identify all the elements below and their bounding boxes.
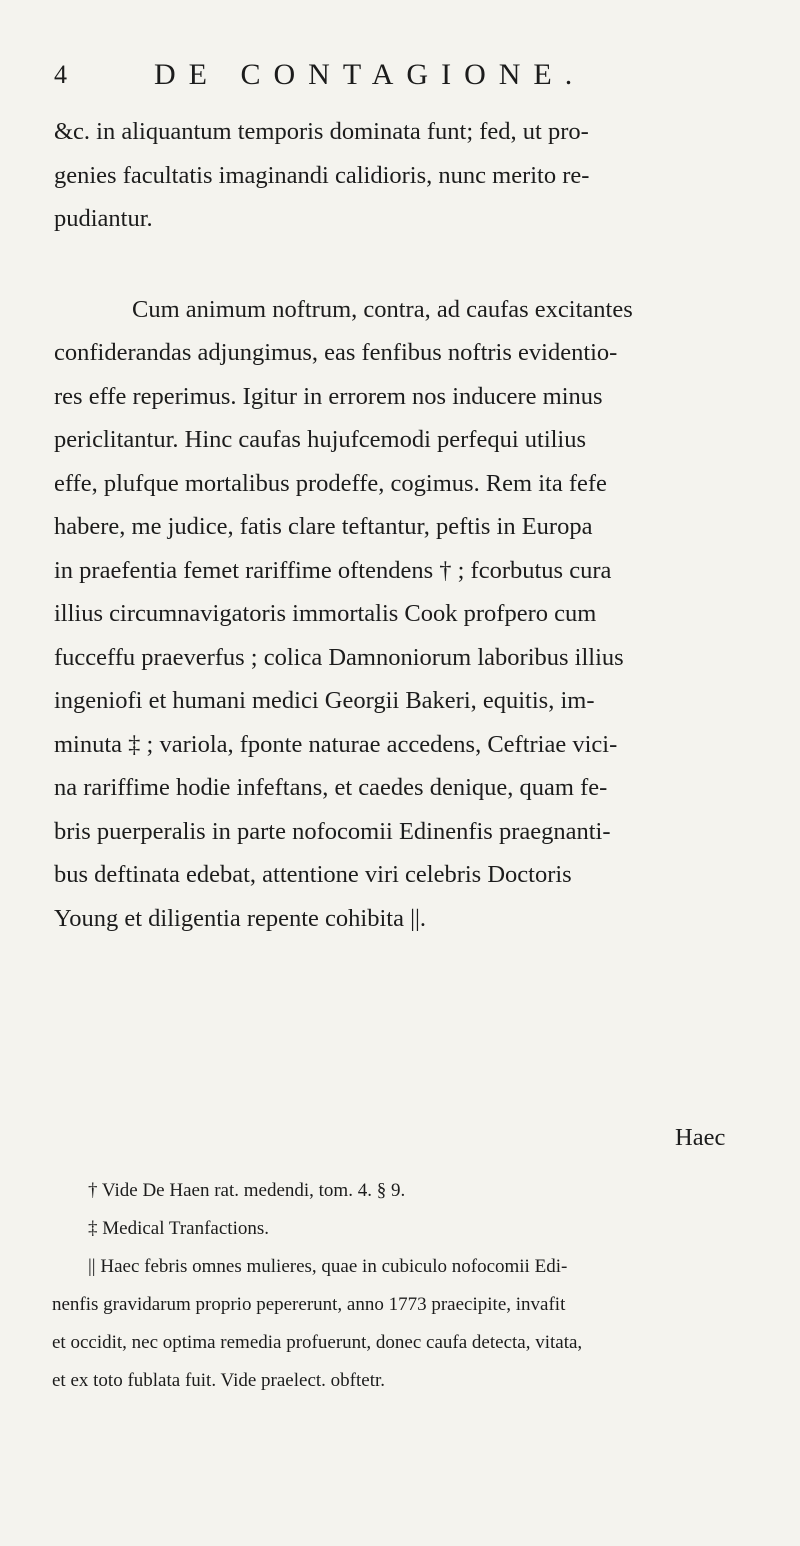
page-number: 4 xyxy=(54,60,67,89)
footnote-double-dagger: ‡ Medical Tranfactions. xyxy=(88,1218,270,1239)
text-line: fucceffu praeverfus ; colica Damnoniorum laboribus illius xyxy=(54,643,624,671)
text-line: bris puerperalis in parte nofocomii Edinenfis praegnanti- xyxy=(54,817,611,845)
page-header xyxy=(54,58,754,98)
text-line: illius circumnavigatoris immortalis Cook profpero cum xyxy=(54,600,597,627)
text-line: ingeniofi et humani medici Georgii Bakeri, equitis, im- xyxy=(54,687,595,714)
paragraph-1 xyxy=(54,110,754,241)
catchword: Haec xyxy=(675,1124,726,1151)
footnote-parallel: || Haec febris omnes mulieres, quae in cubiculo nofocomii Edi- xyxy=(88,1256,568,1277)
text-line: genies facultatis imaginandi calidioris, nunc merito re- xyxy=(54,161,590,189)
footnotes xyxy=(52,1172,758,1400)
footnote-dagger: † Vide De Haen rat. medendi, tom. 4. § 9. xyxy=(88,1180,406,1201)
text-line: habere, me judice, fatis clare teftantur, peftis in Europa xyxy=(54,513,593,540)
footnote-continuation: et occidit, nec optima remedia profuerunt, donec caufa detecta, vitata, xyxy=(52,1332,583,1353)
text-line: minuta ‡ ; variola, fponte naturae accedens, Ceftriae vici- xyxy=(54,730,618,758)
text-line: periclitantur. Hinc caufas hujufcemodi perfequi utilius xyxy=(54,426,587,453)
text-line: na rariffime hodie infeftans, et caedes denique, quam fe- xyxy=(54,774,608,801)
main-text xyxy=(54,110,754,940)
text-line: in praefentia femet rariffime oftendens † ; fcorbutus cura xyxy=(54,556,612,584)
paragraph-2 xyxy=(54,288,754,941)
text-line: Young et diligentia repente cohibita ||. xyxy=(54,904,427,932)
footnote-continuation: et ex toto fublata fuit. Vide praelect. obftetr. xyxy=(52,1370,386,1391)
text-line: confiderandas adjungimus, eas fenfibus noftris evidentio- xyxy=(54,339,618,366)
text-line: res effe reperimus. Igitur in errorem nos inducere minus xyxy=(54,382,603,410)
text-line: pudiantur. xyxy=(54,205,153,232)
text-line: effe, plufque mortalibus prodeffe, cogimus. Rem ita fefe xyxy=(54,469,607,497)
running-head: DE CONTAGIONE. xyxy=(154,58,586,91)
text-line: bus deftinata edebat, attentione viri celebris Doctoris xyxy=(54,861,572,888)
text-line: Cum animum noftrum, contra, ad caufas excitantes xyxy=(132,295,633,323)
footnote-continuation: nenfis gravidarum proprio pepererunt, anno 1773 praecipite, invafit xyxy=(52,1294,566,1315)
text-line: &c. in aliquantum temporis dominata funt; fed, ut pro- xyxy=(54,118,589,145)
